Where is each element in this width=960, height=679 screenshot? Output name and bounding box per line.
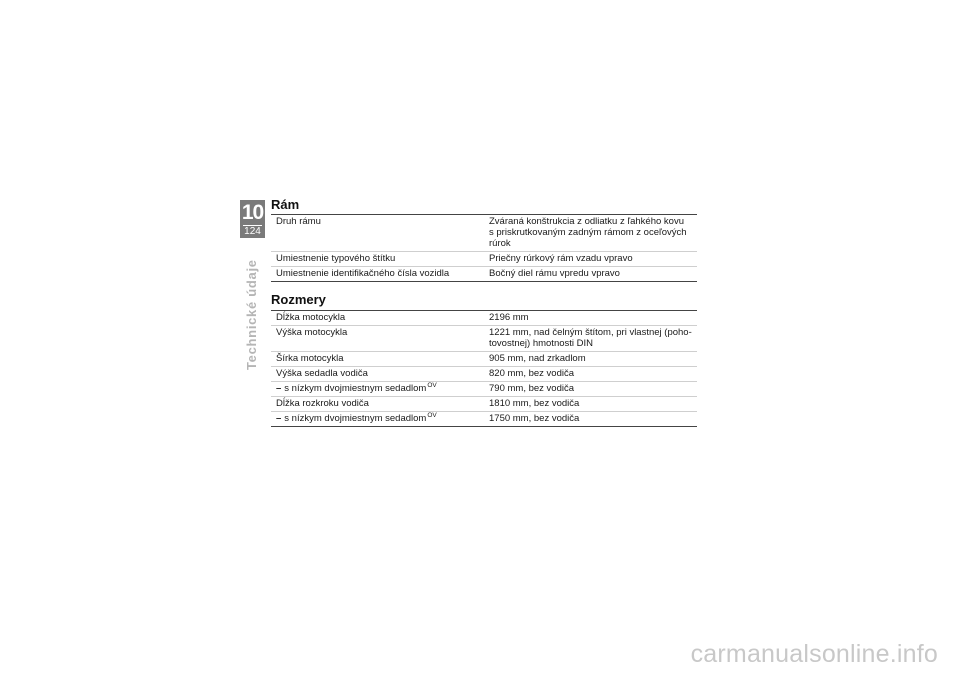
chapter-number: 10 — [241, 201, 264, 224]
spec-value — [484, 327, 697, 349]
dash-marker: – — [276, 383, 282, 394]
dimensions-spec-table — [271, 310, 697, 427]
spec-label — [271, 353, 484, 364]
option-superscript: OV — [427, 382, 437, 389]
spec-value — [484, 413, 697, 424]
spec-label — [271, 413, 484, 424]
spec-value-line: Bočný diel rámu vpredu vpravo — [489, 268, 620, 279]
table-row — [271, 251, 697, 266]
spec-value-line: 905 mm, nad zrkadlom — [489, 353, 586, 364]
spec-label — [271, 312, 484, 323]
page-number: 124 — [244, 226, 261, 237]
section-title-dimensions: Rozmery — [271, 292, 326, 307]
table-row — [271, 311, 697, 325]
table-row — [271, 215, 697, 251]
spec-value-line: 1221 mm, nad čelným štítom, pri vlastnej (poho- — [489, 327, 692, 338]
watermark: carmanualsonline.info — [690, 640, 938, 668]
option-superscript: OV — [427, 412, 437, 419]
frame-spec-table — [271, 214, 697, 282]
chapter-badge — [240, 200, 265, 238]
spec-value — [484, 216, 697, 249]
spec-label-text: Šírka motocykla — [276, 353, 344, 364]
chapter-side-label: Technické údaje — [244, 259, 259, 370]
table-row — [271, 266, 697, 281]
spec-value-line: 790 mm, bez vodiča — [489, 383, 575, 394]
spec-value — [484, 383, 697, 394]
spec-label-text: Dĺžka motocykla — [276, 312, 346, 323]
table-row — [271, 325, 697, 351]
table-row — [271, 366, 697, 381]
spec-label-text: Výška sedadla vodiča — [276, 368, 368, 379]
table-row — [271, 396, 697, 411]
spec-value-line: s priskrutkovaným zadným rámom z oceľových — [489, 227, 687, 238]
spec-label — [271, 268, 484, 279]
spec-value-line: 1810 mm, bez vodiča — [489, 398, 580, 409]
spec-value — [484, 312, 697, 323]
spec-label-text: Výška motocykla — [276, 327, 348, 338]
spec-label — [271, 368, 484, 379]
spec-label — [271, 253, 484, 264]
spec-value-line: Zváraná konštrukcia z odliatku z ľahkého kovu — [489, 216, 684, 227]
spec-label — [271, 216, 484, 249]
table-row — [271, 411, 697, 426]
spec-label-text: s nízkym dvojmiestnym sedadlom — [284, 383, 427, 394]
spec-value — [484, 398, 697, 409]
spec-value — [484, 368, 697, 379]
spec-value-line: 820 mm, bez vodiča — [489, 368, 575, 379]
spec-label-text: Dĺžka rozkroku vodiča — [276, 398, 369, 409]
spec-label — [271, 383, 484, 394]
table-row — [271, 351, 697, 366]
table-row — [271, 381, 697, 396]
spec-label — [271, 398, 484, 409]
spec-label-text: Druh rámu — [276, 216, 321, 227]
section-title-frame: Rám — [271, 197, 300, 212]
spec-value — [484, 353, 697, 364]
spec-value-line: 1750 mm, bez vodiča — [489, 413, 580, 424]
spec-label-text: s nízkym dvojmiestnym sedadlom — [284, 413, 427, 424]
spec-label-text: Umiestnenie typového štítku — [276, 253, 396, 264]
spec-value-line: Priečny rúrkový rám vzadu vpravo — [489, 253, 633, 264]
spec-value — [484, 253, 697, 264]
spec-value-line: rúrok — [489, 238, 511, 249]
spec-value-line: 2196 mm — [489, 312, 529, 323]
spec-label — [271, 327, 484, 349]
spec-label-text: Umiestnenie identifikačného čísla vozidla — [276, 268, 450, 279]
dash-marker: – — [276, 413, 282, 424]
spec-value-line: tovostnej) hmotnosti DIN — [489, 338, 594, 349]
spec-value — [484, 268, 697, 279]
